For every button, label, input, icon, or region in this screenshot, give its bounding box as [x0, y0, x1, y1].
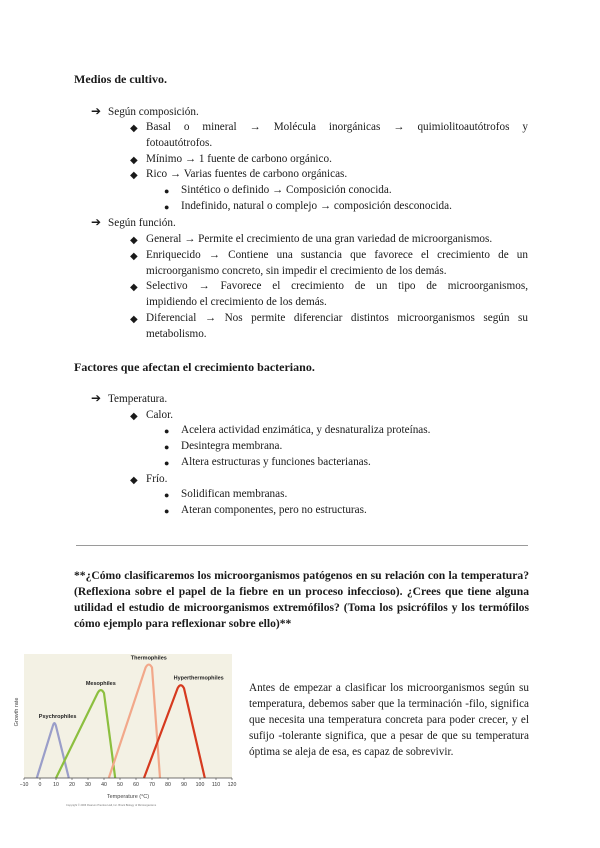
- x-tick-label: 90: [181, 782, 187, 788]
- y-axis-label: Growth rate: [14, 697, 20, 727]
- item-enriquecido: Enriquecido → Contiene una sustancia que favorece el crecimiento de un: [146, 249, 528, 261]
- item-rico: Rico → Varias fuentes de carbono orgánicas.: [146, 168, 348, 180]
- section-title-medios: Medios de cultivo.: [74, 72, 167, 86]
- item-sintetico: Sintético o definido → Composición conocida.: [181, 184, 392, 196]
- x-tick-label: 110: [211, 782, 221, 788]
- x-tick-label: 20: [69, 782, 75, 788]
- x-tick-label: −10: [19, 782, 29, 788]
- dot-bullet-icon: ●: [164, 426, 170, 436]
- x-tick-label: 70: [149, 782, 155, 788]
- reflection-question: **¿Cómo clasificaremos los microorganismos patógenos en su relación con la temperatura? (Reflexiona sobre el papel de la fiebre en un proceso infeccioso). ¿Crees que tiene alguna utilidad el estudio de microorganismos extremófilos? (Toma los psicrófilos y los termófilos cómo ejemplo para reflexionar sobre ello)**: [74, 569, 529, 630]
- item-minimo: Mínimo → 1 fuente de carbono orgánico.: [146, 153, 332, 165]
- x-tick-label: 80: [165, 782, 171, 788]
- x-axis-label: Temperature (°C): [106, 794, 150, 800]
- bullet-segun-composicion: Según composición.: [108, 106, 199, 118]
- diamond-bullet-icon: ◆: [130, 475, 138, 486]
- bullet-temperatura: Temperatura.: [108, 393, 168, 405]
- x-tick-label: 30: [85, 782, 91, 788]
- section-title-factores: Factores que afectan el crecimiento bacteriano.: [74, 360, 315, 374]
- frio-item: Ateran componentes, pero no estructuras.: [181, 504, 367, 516]
- series-label-mesophiles: Mesophiles: [85, 681, 116, 688]
- x-tick-label: 40: [101, 782, 107, 788]
- calor-item: Desintegra membrana.: [181, 440, 283, 452]
- x-tick-label: 60: [133, 782, 139, 788]
- diamond-bullet-icon: ◆: [130, 411, 138, 422]
- dot-bullet-icon: ●: [164, 186, 170, 196]
- diamond-bullet-icon: ◆: [130, 170, 138, 181]
- item-enriquecido-cont: microorganismo concreto, sin impedir el crecimiento de los demás.: [146, 265, 447, 277]
- dot-bullet-icon: ●: [164, 506, 170, 516]
- calor-item: Altera estructuras y funciones bacterianas.: [181, 456, 371, 468]
- arrow-bullet-icon: ➔: [91, 215, 102, 229]
- x-tick-label: 10: [53, 782, 59, 788]
- bullet-segun-funcion: Según función.: [108, 217, 176, 229]
- item-selectivo-cont: impidiendo el crecimiento de los demás.: [146, 296, 327, 308]
- x-tick-label: 100: [195, 782, 205, 788]
- diamond-bullet-icon: ◆: [130, 123, 138, 134]
- item-diferencial: Diferencial → Nos permite diferenciar distintos microorganismos según su: [146, 312, 528, 324]
- frio-item: Solidifican membranas.: [181, 488, 288, 500]
- chart-copyright: Copyright © 2006 Pearson Prentice Hall, Inc. Brock Biology of Microorganisms: [66, 804, 157, 807]
- item-diferencial-cont: metabolismo.: [146, 328, 207, 340]
- dot-bullet-icon: ●: [164, 442, 170, 452]
- diamond-bullet-icon: ◆: [130, 251, 138, 262]
- item-frio: Frío.: [146, 473, 168, 485]
- item-selectivo: Selectivo → Favorece el crecimiento de un tipo de microorganismos,: [146, 280, 528, 292]
- item-basal-cont: fotoautótrofos.: [146, 137, 213, 149]
- item-calor: Calor.: [146, 409, 174, 421]
- item-basal: Basal o mineral → Molécula inorgánicas → quimiolitoautótrofos y: [146, 121, 528, 133]
- dot-bullet-icon: ●: [164, 458, 170, 468]
- dot-bullet-icon: ●: [164, 202, 170, 212]
- diamond-bullet-icon: ◆: [130, 282, 138, 293]
- arrow-bullet-icon: ➔: [91, 391, 102, 405]
- dot-bullet-icon: ●: [164, 490, 170, 500]
- item-general: General → Permite el crecimiento de una gran variedad de microorganismos.: [146, 233, 493, 245]
- answer-paragraph: Antes de empezar a clasificar los microorganismos según su temperatura, debemos saber que la terminación -filo, significa que necesita una temperatura concreta para poder crecer, y el sufijo -tolerante significa, que a pesar de que su temperatura óptima se aleja de esa, es capaz de sobrevivir.: [249, 682, 529, 758]
- item-indefinido: Indefinido, natural o complejo → composición desconocida.: [181, 200, 452, 212]
- x-tick-label: 50: [117, 782, 123, 788]
- x-tick-label: 120: [227, 782, 237, 788]
- horizontal-divider: [76, 545, 528, 546]
- x-tick-label: 0: [38, 782, 42, 788]
- diamond-bullet-icon: ◆: [130, 155, 138, 166]
- series-label-hyperthermophiles: Hyperthermophiles: [173, 675, 224, 682]
- growth-temperature-chart: [10, 650, 238, 810]
- series-label-thermophiles: Thermophiles: [130, 655, 167, 662]
- series-label-psychrophiles: Psychrophiles: [38, 714, 77, 721]
- diamond-bullet-icon: ◆: [130, 235, 138, 246]
- arrow-bullet-icon: ➔: [91, 104, 102, 118]
- calor-item: Acelera actividad enzimática, y desnaturaliza proteínas.: [181, 424, 431, 436]
- diamond-bullet-icon: ◆: [130, 314, 138, 325]
